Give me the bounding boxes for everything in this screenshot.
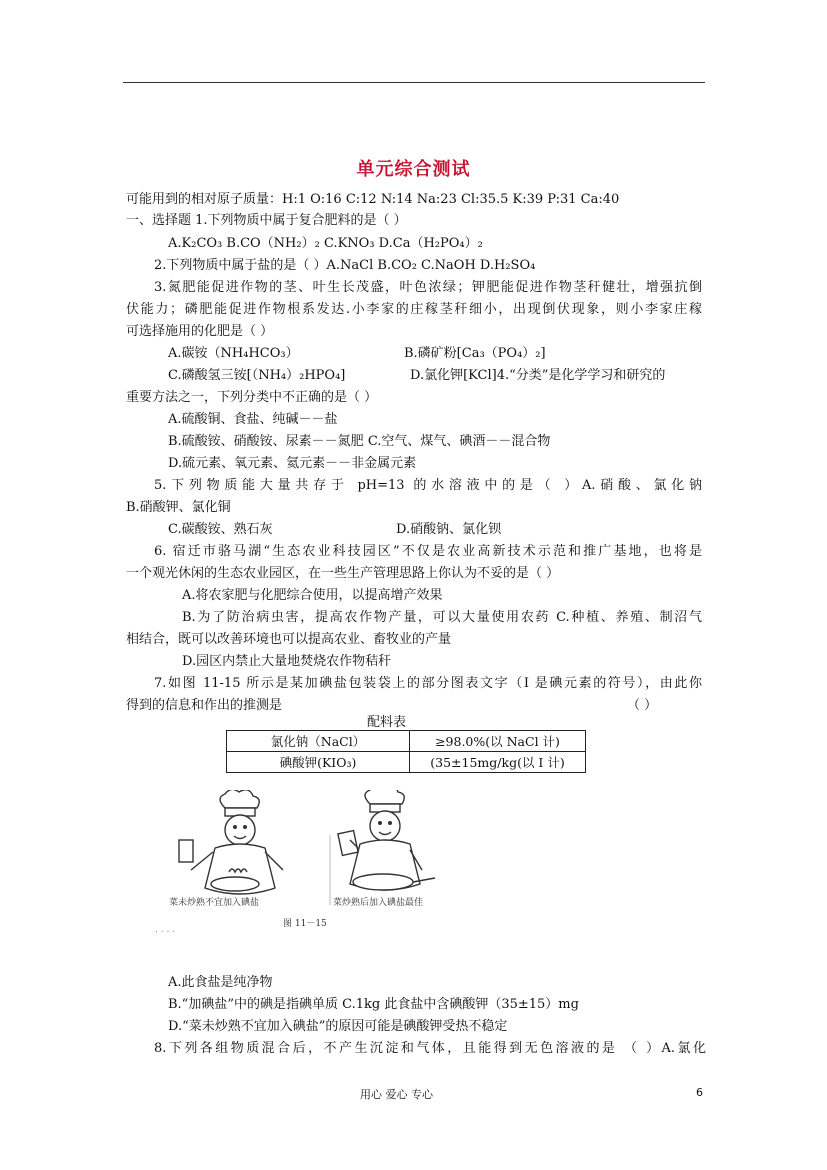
table-cell: 氯化钠（NaCl） <box>227 731 410 752</box>
q2-line: 2.下列物质中属于盐的是（ ）A.NaCl B.CO₂ C.NaOH D.H₂SO₄ <box>154 258 536 273</box>
table-row <box>227 752 586 773</box>
q6-option-c-cont: 相结合，既可以改善环境也可以提高农业、畜牧业的产量 <box>126 632 452 647</box>
q5-option-c: C.碳酸铵、熟石灰 <box>168 522 273 537</box>
q6-option-a: A.将农家肥与化肥综合使用，以提高增产效果 <box>182 588 443 603</box>
q3-option-c: C.磷酸氢三铵[（NH₄）₂HPO₄] <box>168 368 346 383</box>
q4-option-a: A.硫酸铜、食盐、纯碱－－盐 <box>168 412 338 427</box>
q1-options: A.K₂CO₃ B.CO（NH₂）₂ C.KNO₃ D.Ca（H₂PO₄）₂ <box>168 236 483 251</box>
q7-option-d: D.“菜未炒熟不宜加入碘盐”的原因可能是碘酸钾受热不稳定 <box>168 1019 508 1034</box>
chef-figure <box>155 790 440 938</box>
caption-left: 菜未炒熟不宜加入碘盐 <box>169 898 260 908</box>
q4-option-bc: B.硫酸铵、硝酸铵、尿素－－氮肥 C.空气、煤气、碘酒－－混合物 <box>168 434 551 449</box>
q5-option-b: B.硝酸钾、氯化铜 <box>126 500 231 515</box>
left-chef-illustration <box>179 790 283 894</box>
header-rule <box>123 82 705 83</box>
table-cell: (35±15mg/kg(以 I 计) <box>410 752 586 773</box>
q3-line-3: 可选择施用的化肥是（ ） <box>126 324 274 339</box>
q7-line-1: 7.如图 11-15 所示是某加碘盐包装袋上的部分图表文字（I 是碘元素的符号），由此你 <box>154 676 702 691</box>
q4-stem: 重要方法之一，下列分类中不正确的是（ ） <box>126 390 378 405</box>
q6-line-1: 6. 宿迁市骆马湖“生态农业科技园区”不仅是农业高新技术示范和推广基地，也将是 <box>154 544 702 559</box>
table-cell: 碘酸钾(KIO₃) <box>227 752 410 773</box>
q1-stem: 一、选择题 1.下列物质中属于复合肥料的是（ ） <box>126 213 407 228</box>
q7-answer-blank: （ ） <box>627 698 658 713</box>
figure-label: 图 11－15 <box>283 919 327 929</box>
q5-option-d: D.硝酸钠、氯化钡 <box>396 522 502 537</box>
q3-line-1: 3.氮肥能促进作物的茎、叶生长茂盛，叶色浓绿；钾肥能促进作物茎秆健壮，增强抗倒 <box>154 280 702 295</box>
q6-option-d: D.园区内禁止大量地焚烧农作物秸秆 <box>182 654 392 669</box>
q8-stem: 8.下列各组物质混合后，不产生沉淀和气体，且能得到无色溶液的是 （ ）A.氯化 <box>154 1041 706 1056</box>
q3-option-d-q4-start: D.氯化钾[KCl]4.“分类”是化学学习和研究的 <box>410 368 666 383</box>
q6-line-2: 一个观光休闲的生态农业园区，在一些生产管理思路上你认为不妥的是（ ） <box>126 566 560 581</box>
table-row <box>227 731 586 752</box>
q5-stem: 5.下列物质能大量共存于 pH=13 的水溶液中的是（ ）A.硝酸、氯化钠 <box>154 478 702 493</box>
q3-option-b: B.磷矿粉[Ca₃（PO₄）₂] <box>404 346 546 361</box>
ingredient-table-title: 配料表 <box>367 715 407 730</box>
page-title: 单元综合测试 <box>356 159 471 180</box>
ingredient-table <box>226 730 586 773</box>
q3-option-a: A.碳铵（NH₄HCO₃） <box>168 346 299 361</box>
q7-option-a: A.此食盐是纯净物 <box>168 975 273 990</box>
q4-option-d: D.硫元素、氧元素、氦元素－－非金属元素 <box>168 456 417 471</box>
q7-line-2: 得到的信息和作出的推测是 <box>126 698 283 713</box>
q6-option-bc: B.为了防治病虫害，提高农作物产量，可以大量使用农药 C.种植、养殖、制沼气 <box>182 610 702 625</box>
page-number: 6 <box>696 1086 703 1099</box>
caption-right: 菜炒熟后加入碘盐最佳 <box>333 898 424 908</box>
figure-dots: . . . . <box>155 925 176 935</box>
q3-line-2: 伏能力；磷肥能促进作物根系发达.小李家的庄稼茎秆细小，出现倒伏现象，则小李家庄稼 <box>126 302 702 317</box>
footer-motto: 用心 爱心 专心 <box>360 1088 433 1101</box>
table-cell: ≥98.0%(以 NaCl 计) <box>410 731 586 752</box>
right-chef-illustration <box>338 790 435 890</box>
q7-option-bc: B.“加碘盐”中的碘是指碘单质 C.1kg 此食盐中含碘酸钾（35±15）mg <box>168 997 579 1012</box>
atomic-mass-line: 可能用到的相对原子质量：H:1 O:16 C:12 N:14 Na:23 Cl:35.5 K:39 P:31 Ca:40 <box>126 192 620 207</box>
